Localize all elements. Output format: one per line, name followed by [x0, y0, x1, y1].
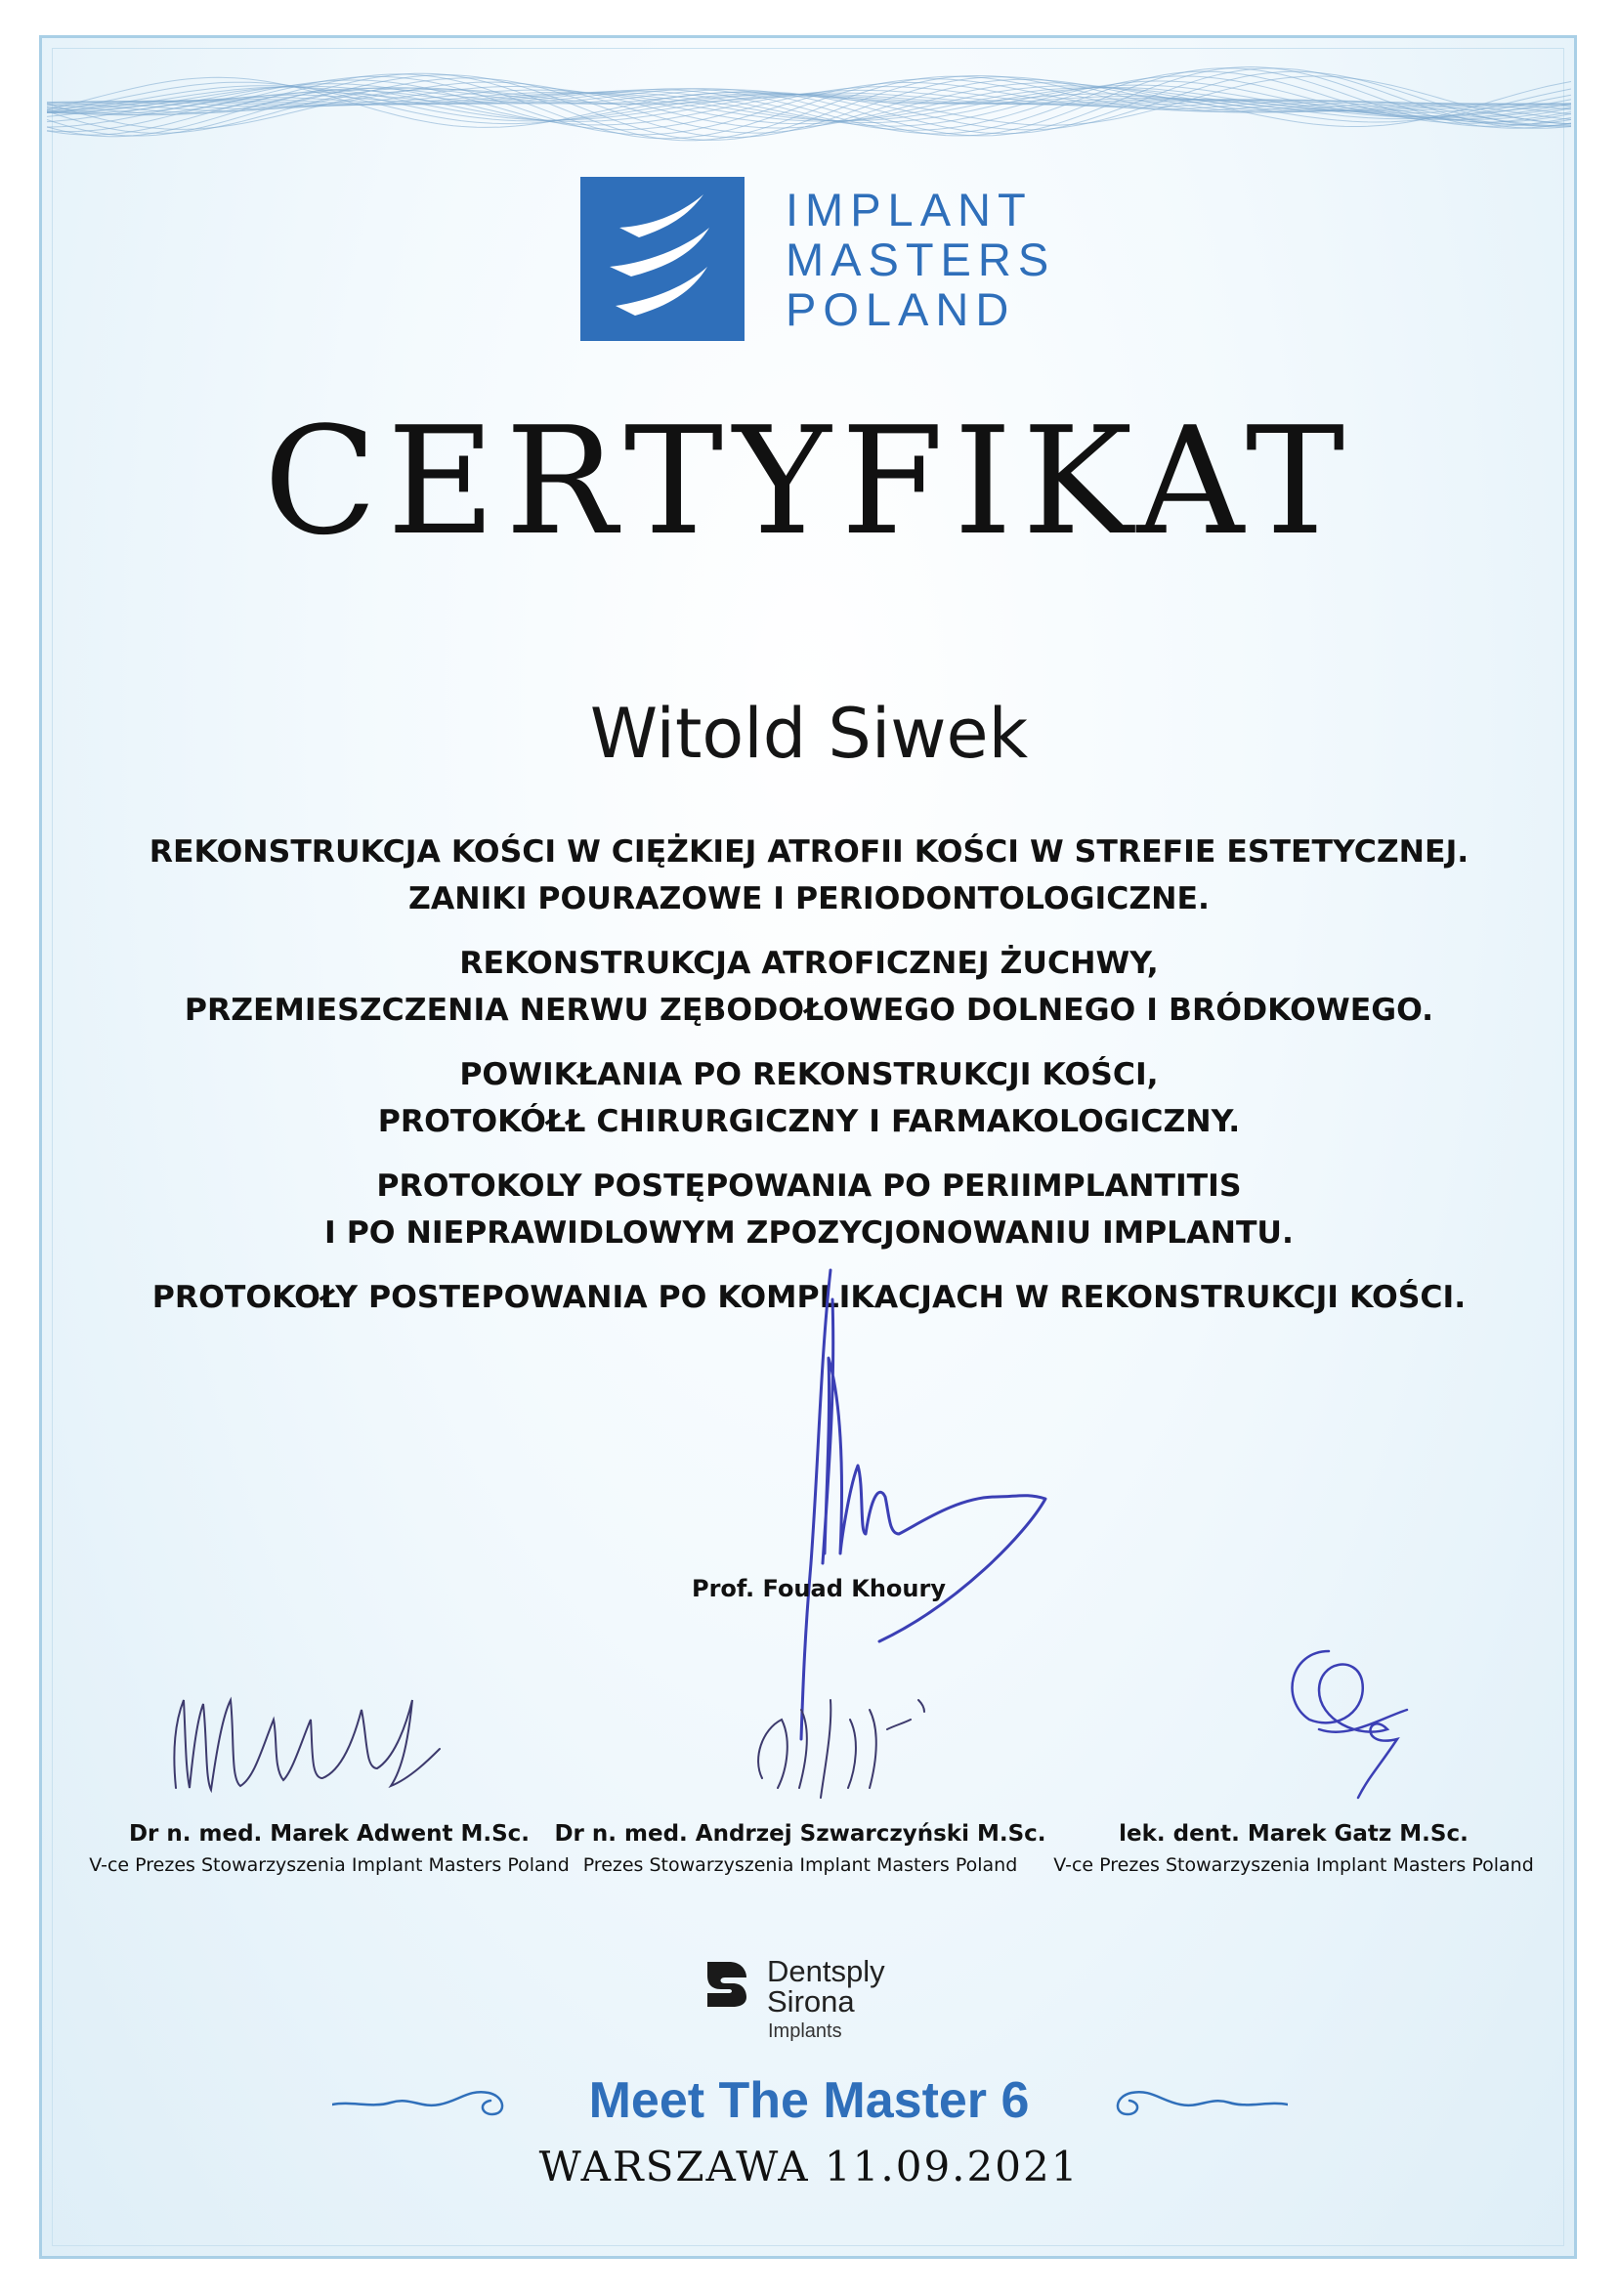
implant-masters-poland-logo — [580, 177, 1056, 341]
event-row — [0, 2069, 1618, 2132]
logo-text-line3: POLAND — [786, 283, 1016, 335]
sponsor-name-line1: Dentsply — [767, 1954, 885, 1988]
topic-line: POWIKŁANIA PO REKONSTRUKCJI KOŚCI, — [459, 1057, 1159, 1092]
sponsor-name-line2: Sirona — [767, 1984, 855, 2019]
topic-line: I PO NIEPRAWIDLOWYM ZPOZYCJONOWANIU IMPLANTU. — [324, 1215, 1294, 1251]
topic-item — [0, 940, 1618, 1034]
sponsor-subtitle: Implants — [768, 2020, 842, 2042]
topic-item — [0, 829, 1618, 922]
sponsor-name — [767, 1956, 885, 2017]
topic-line: ZANIKI POURAZOWE I PERIODONTOLOGICZNE. — [407, 881, 1211, 916]
dentsply-sirona-logo-icon — [703, 1960, 748, 2009]
signatory-name: lek. dent. Marek Gatz M.Sc. — [1119, 1821, 1469, 1847]
signatory-name: Dr n. med. Andrzej Szwarczyński M.Sc. — [554, 1821, 1046, 1847]
lecturer-name: Prof. Fouad Khoury — [692, 1575, 946, 1602]
event-name: Meet The Master 6 — [588, 2072, 1030, 2129]
certificate-title: CERTYFIKAT — [263, 395, 1355, 568]
logo-text-line2: MASTERS — [786, 234, 1056, 285]
topic-line: PROTOKÓŁŁ CHIRURGICZNY I FARMAKOLOGICZNY. — [377, 1104, 1241, 1139]
signatory-role: V-ce Prezes Stowarzyszenia Implant Masters Poland — [89, 1854, 570, 1876]
topic-line: REKONSTRUKCJA KOŚCI W CIĘŻKIEJ ATROFII KOŚCI W STREFIE ESTETYCZNEJ. — [149, 834, 1469, 870]
signatory-role: Prezes Stowarzyszenia Implant Masters Poland — [582, 1854, 1018, 1876]
recipient-name: Witold Siwek — [589, 694, 1029, 774]
signatory-signature-adwent — [147, 1661, 459, 1807]
topic-line: PRZEMIESZCZENIA NERWU ZĘBODOŁOWEGO DOLNEGO I BRÓDKOWEGO. — [184, 993, 1434, 1028]
implant-masters-wave-logo-icon — [580, 177, 745, 341]
signatory-adwent — [75, 1817, 583, 1880]
topic-line: PROTOKOLY POSTĘPOWANIA PO PERIIMPLANTITIS — [376, 1169, 1242, 1204]
signatory-name: Dr n. med. Marek Adwent M.Sc. — [128, 1821, 531, 1847]
signatory-szwarczynski — [546, 1817, 1054, 1880]
signatory-gatz — [1040, 1817, 1548, 1880]
topic-item — [0, 1051, 1618, 1145]
logo-text-line1: IMPLANT — [786, 184, 1033, 235]
guilloche-wave-border — [47, 43, 1571, 170]
signatory-role: V-ce Prezes Stowarzyszenia Implant Masters Poland — [1053, 1854, 1534, 1876]
place-and-date: WARSZAWA 11.09.2021 — [538, 2143, 1080, 2190]
topic-line: PROTOKOŁY POSTEPOWANIA PO KOMPLIKACJACH W REKONSTRUKCJI KOŚCI. — [151, 1280, 1467, 1315]
signatory-signature-szwarczynski — [723, 1661, 958, 1807]
topic-line: REKONSTRUKCJA ATROFICZNEJ ŻUCHWY, — [459, 946, 1159, 981]
signatory-signature-gatz — [1260, 1622, 1436, 1817]
